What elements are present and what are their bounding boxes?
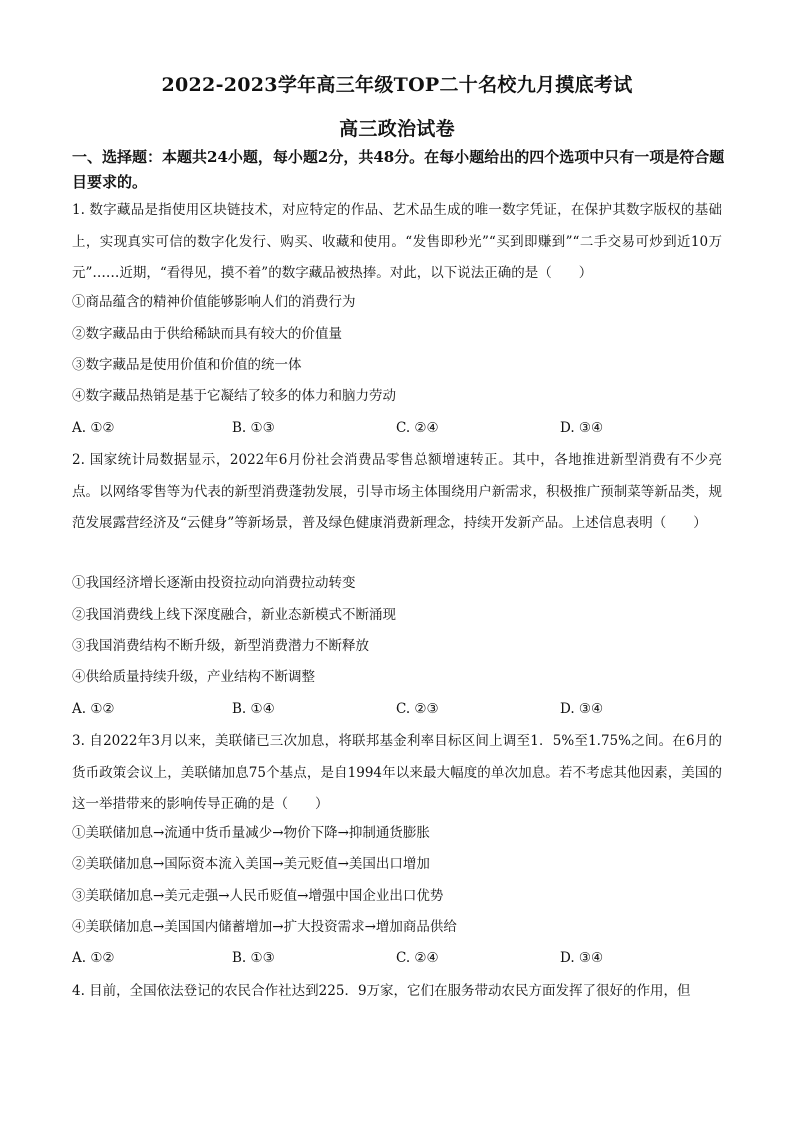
question-1-option-4: ④数字藏品热销是基于它凝结了较多的体力和脑力劳动 [72,388,396,404]
question-2-option-2: ②我国消费线上线下深度融合，新业态新模式不断涌现 [72,607,396,623]
question-2-option-4: ④供给质量持续升级，产业结构不断调整 [72,669,315,685]
question-3-choice-c[interactable]: C. ②④ [396,950,439,966]
question-2-option-1: ①我国经济增长逐渐由投资拉动向消费拉动转变 [72,575,356,591]
question-3-option-1: ①美联储加息→流通中货币量减少→物价下降→抑制通货膨胀 [72,825,430,841]
question-3-choice-a[interactable]: A. ①② [72,950,115,966]
question-2-stem: 2. 国家统计局数据显示，2022年6月份社会消费品零售总额增速转正。其中，各地推进新型消费有不少亮点。以网络零售等为代表的新型消费蓬勃发展，引导市场主体围绕用户新需求，积极推广预制菜等新品类，规范发展露营经济及“云健身”等新场景，普及绿色健康消费新理念，持续开发新产品。上述信息表明（ ） [72,452,722,531]
question-1-option-1: ①商品蕴含的精神价值能够影响人们的消费行为 [72,294,356,310]
question-1-choice-c[interactable]: C. ②④ [396,420,439,436]
question-3-option-3: ③美联储加息→美元走强→人民币贬值→增强中国企业出口优势 [72,888,444,904]
question-1-option-2: ②数字藏品由于供给稀缺而具有较大的价值量 [72,326,342,342]
question-1-choice-b[interactable]: B. ①③ [232,420,275,436]
question-1-option-3: ③数字藏品是使用价值和价值的统一体 [72,357,302,373]
question-2-choice-a[interactable]: A. ①② [72,701,115,717]
section-heading: 一、选择题：本题共24小题，每小题2分，共48分。在每小题给出的四个选项中只有一项是符合题目要求的。 [72,148,725,191]
question-4-stem: 4. 目前，全国依法登记的农民合作社达到225．9万家，它们在服务带动农民方面发挥了很好的作用，但 [72,983,691,999]
question-3-option-4: ④美联储加息→美国国内储蓄增加→扩大投资需求→增加商品供给 [72,919,457,935]
question-2-choice-d[interactable]: D. ③④ [560,701,604,717]
question-1-choice-a[interactable]: A. ①② [72,420,115,436]
question-2-option-3: ③我国消费结构不断升级，新型消费潜力不断释放 [72,638,369,654]
question-2-choice-b[interactable]: B. ①④ [232,701,275,717]
question-1-stem: 1. 数字藏品是指使用区块链技术，对应特定的作品、艺术品生成的唯一数字凭证，在保护其数字版权的基础上，实现真实可信的数字化发行、购买、收藏和使用。“发售即秒光”“买到即赚到”“二手交易可炒到近10万元”……近期，“看得见，摸不着”的数字藏品被热捧。对此，以下说法正确的是（ ） [72,202,722,281]
question-3-option-2: ②美联储加息→国际资本流入美国→美元贬值→美国出口增加 [72,856,430,872]
question-3-choice-b[interactable]: B. ①③ [232,950,275,966]
question-2-choice-c[interactable]: C. ②③ [396,701,439,717]
exam-subtitle: 高三政治试卷 [339,118,455,140]
question-3-stem: 3. 自2022年3月以来，美联储已三次加息，将联邦基金利率目标区间上调至1．5%至1.75%之间。在6月的货币政策会议上，美联储加息75个基点，是自1994年以来最大幅度的单次加息。若不考虑其他因素，美国的这一举措带来的影响传导正确的是（ ） [72,733,722,812]
question-3-choice-d[interactable]: D. ③④ [560,950,604,966]
question-1-choice-d[interactable]: D. ③④ [560,420,604,436]
exam-title: 2022-2023学年高三年级TOP二十名校九月摸底考试 [161,74,633,96]
